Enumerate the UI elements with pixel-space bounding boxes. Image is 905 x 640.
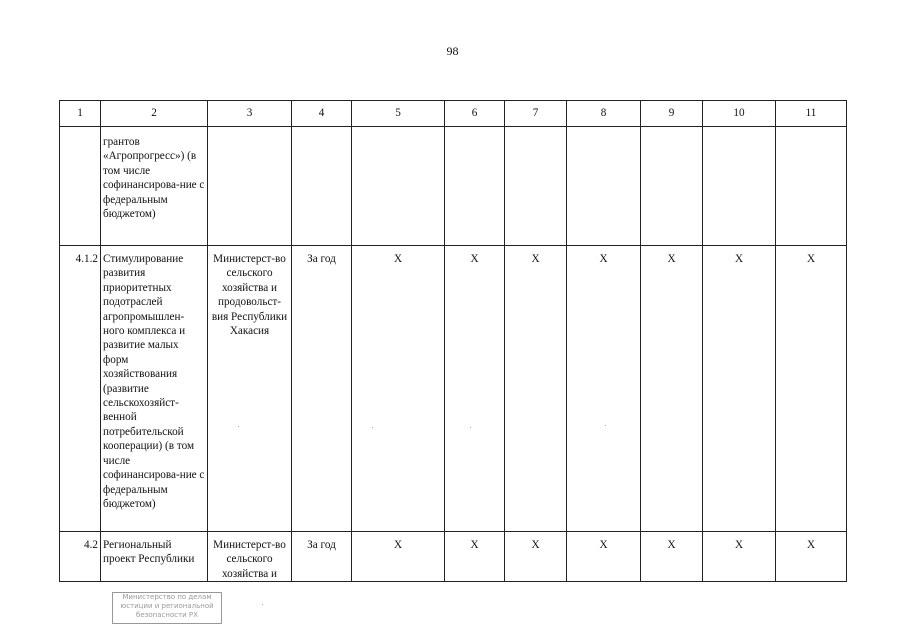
registration-stamp [112, 592, 222, 624]
header-cell: 4 [292, 101, 352, 127]
value-cell: X [776, 246, 847, 532]
header-cell: 10 [703, 101, 776, 127]
header-cell: 7 [505, 101, 567, 127]
header-cell: 3 [208, 101, 292, 127]
measure-name-cell: грантов «Агропрогресс») (в том числе софинансирова-ние с федеральным бюджетом) [101, 127, 208, 246]
measure-name-cell: Стимулирование развития приоритетных подотраслей агропромышлен-ного комплекса и развитие малых форм хозяйствования (развитие сельскохозяйст-венной потребительской кооперации) (в том числе софинансирова-ние с федеральным бюджетом) [101, 246, 208, 532]
scan-speck [605, 425, 606, 426]
value-cell: X [567, 532, 641, 582]
value-cell: X [505, 246, 567, 532]
value-cell [567, 127, 641, 246]
scan-speck [470, 427, 471, 428]
value-cell [776, 127, 847, 246]
table-row [60, 246, 847, 532]
header-cell: 8 [567, 101, 641, 127]
value-cell: X [445, 246, 505, 532]
header-cell: 9 [641, 101, 703, 127]
value-cell: X [445, 532, 505, 582]
executor-cell [208, 127, 292, 246]
period-cell: За год [292, 532, 352, 582]
value-cell: X [352, 532, 445, 582]
executor-cell: Министерст-во сельского хозяйства и продовольст-вия Республики Хакасия [208, 246, 292, 532]
row-number-cell: 4.2 [60, 532, 101, 582]
document-table [59, 100, 847, 582]
scan-speck [238, 426, 239, 427]
value-cell [445, 127, 505, 246]
scan-speck [262, 604, 263, 605]
table-row [60, 127, 847, 246]
period-cell: За год [292, 246, 352, 532]
table-header-row [60, 101, 847, 127]
measure-name-cell: Региональный проект Республики [101, 532, 208, 582]
stamp-line: Министерство по делам [122, 593, 212, 601]
header-cell: 2 [101, 101, 208, 127]
header-cell: 5 [352, 101, 445, 127]
value-cell: X [567, 246, 641, 532]
value-cell [505, 127, 567, 246]
page-number: 98 [446, 44, 459, 58]
header-cell: 11 [776, 101, 847, 127]
header-cell: 1 [60, 101, 101, 127]
row-number-cell: 4.1.2 [60, 246, 101, 532]
value-cell [352, 127, 445, 246]
header-cell: 6 [445, 101, 505, 127]
stamp-line: юстиции и региональной [120, 602, 214, 610]
value-cell: X [641, 246, 703, 532]
stamp-line: безопасности РХ [136, 611, 198, 619]
value-cell: X [505, 532, 567, 582]
table-row [60, 532, 847, 582]
scan-speck [372, 427, 373, 428]
value-cell: X [703, 532, 776, 582]
value-cell: X [352, 246, 445, 532]
period-cell [292, 127, 352, 246]
executor-cell: Министерст-во сельского хозяйства и [208, 532, 292, 582]
value-cell [703, 127, 776, 246]
value-cell [641, 127, 703, 246]
row-number-cell [60, 127, 101, 246]
value-cell: X [703, 246, 776, 532]
value-cell: X [776, 532, 847, 582]
value-cell: X [641, 532, 703, 582]
